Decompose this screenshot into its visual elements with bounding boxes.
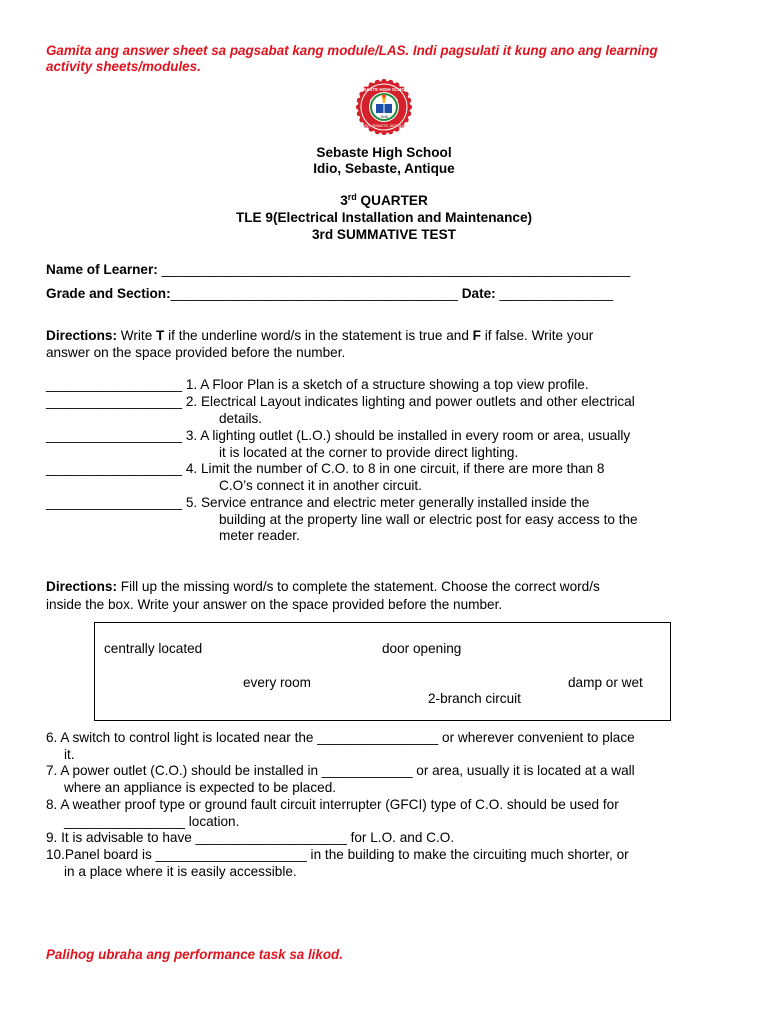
- choice-word: 2-branch circuit: [428, 691, 521, 706]
- answer-blank[interactable]: __________________: [46, 428, 183, 443]
- tf-item-2: __________________ 2. Electrical Layout indicates lighting and power outlets and other electrical details.: [46, 394, 635, 426]
- part2-directions-label: Directions:: [46, 579, 118, 594]
- school-seal-logo: [346, 79, 422, 135]
- quarter-word: QUARTER: [356, 193, 428, 208]
- tf-item-4: __________________ 4. Limit the number of C.O. to 8 in one circuit, if there are more than 8 C.O’s connect it in another circuit.: [46, 461, 605, 493]
- fill-item-8: 8. A weather proof type or ground fault circuit interrupter (GFCI) type of C.O. should be used for ________________ location.: [46, 797, 619, 829]
- svg-text:IDIO, SEBASTE, ANTIQUE: IDIO, SEBASTE, ANTIQUE: [362, 124, 406, 128]
- seal-scallop: [381, 79, 386, 84]
- test-heading: 3rd SUMMATIVE TEST: [311, 227, 456, 242]
- part2-directions-line-2: inside the box. Write your answer on the space provided before the number.: [46, 597, 503, 612]
- part1-directions-line-2: answer on the space provided before the number.: [46, 345, 346, 360]
- seal-scallop: [407, 104, 412, 109]
- name-label: Name of Learner:: [46, 262, 162, 277]
- fill-item-7: 7. A power outlet (C.O.) should be installed in ____________ or area, usually it is located at a wall where an appliance is expected to be placed.: [46, 763, 635, 795]
- tf-item-3: __________________ 3. A lighting outlet (L.O.) should be installed in every room or area, usually it is located at the corner to provide direct lighting.: [46, 428, 631, 460]
- choice-word: every room: [243, 675, 311, 690]
- top-notice-line-1: Gamita ang answer sheet sa pagsabat kang module/LAS. Indi pagsulati it kung ano ang learning: [46, 43, 658, 58]
- grade-section-field[interactable]: [46, 285, 613, 302]
- seal-scallop: [356, 104, 361, 109]
- date-label: Date:: [457, 286, 500, 301]
- fill-item-6: 6. A switch to control light is located near the ________________ or wherever convenient to place it.: [46, 730, 635, 762]
- top-notice-line-2: activity sheets/modules.: [46, 59, 201, 74]
- quarter-heading: [0, 192, 768, 209]
- answer-blank[interactable]: __________________: [46, 394, 183, 409]
- tf-item-5: __________________ 5. Service entrance and electric meter generally installed inside the building at the property line wall or electric post for easy access to the meter reader.: [46, 495, 638, 544]
- answer-blank[interactable]: __________________: [46, 495, 183, 510]
- choice-word: centrally located: [104, 641, 203, 656]
- quarter-number: 3: [340, 193, 348, 208]
- grade-line: ______________________________________: [170, 286, 458, 301]
- date-line: _______________: [499, 286, 613, 301]
- word-choices-box: [94, 622, 671, 721]
- part1-directions-label: Directions:: [46, 328, 118, 343]
- grade-label: Grade and Section:: [46, 286, 171, 301]
- quarter-ordinal: rd: [347, 192, 357, 202]
- choice-word: damp or wet: [568, 675, 643, 690]
- school-address: Idio, Sebaste, Antique: [313, 161, 455, 176]
- bottom-notice: Palihog ubraha ang performance task sa likod.: [46, 947, 343, 962]
- choice-word: door opening: [382, 641, 462, 656]
- subject-heading: TLE 9(Electrical Installation and Maintenance): [235, 210, 533, 225]
- answer-blank[interactable]: __________________: [46, 461, 183, 476]
- fill-item-10: 10.Panel board is ____________________ in the building to make the circuiting much shorter, or in a place where it is easily accessible.: [46, 847, 629, 879]
- name-line: ______________________________________________________________: [161, 262, 631, 277]
- part1-directions-line-1: Directions: Write T if the underline word/s in the statement is true and F if false. Write your: [46, 328, 594, 343]
- tf-item-1: __________________ 1. A Floor Plan is a sketch of a structure showing a top view profile.: [46, 377, 589, 392]
- seal-scallop: [381, 130, 386, 135]
- school-name: Sebaste High School: [316, 145, 452, 160]
- part2-directions-line-1: Directions: Fill up the missing word/s to complete the statement. Choose the correct word/s: [46, 579, 600, 594]
- svg-text:SEBASTE HIGH SCHOOL: SEBASTE HIGH SCHOOL: [356, 87, 412, 92]
- svg-text:1946: 1946: [380, 115, 388, 119]
- name-field[interactable]: [46, 261, 630, 278]
- fill-item-9: 9. It is advisable to have ____________________ for L.O. and C.O.: [46, 830, 455, 845]
- answer-blank[interactable]: __________________: [46, 377, 183, 392]
